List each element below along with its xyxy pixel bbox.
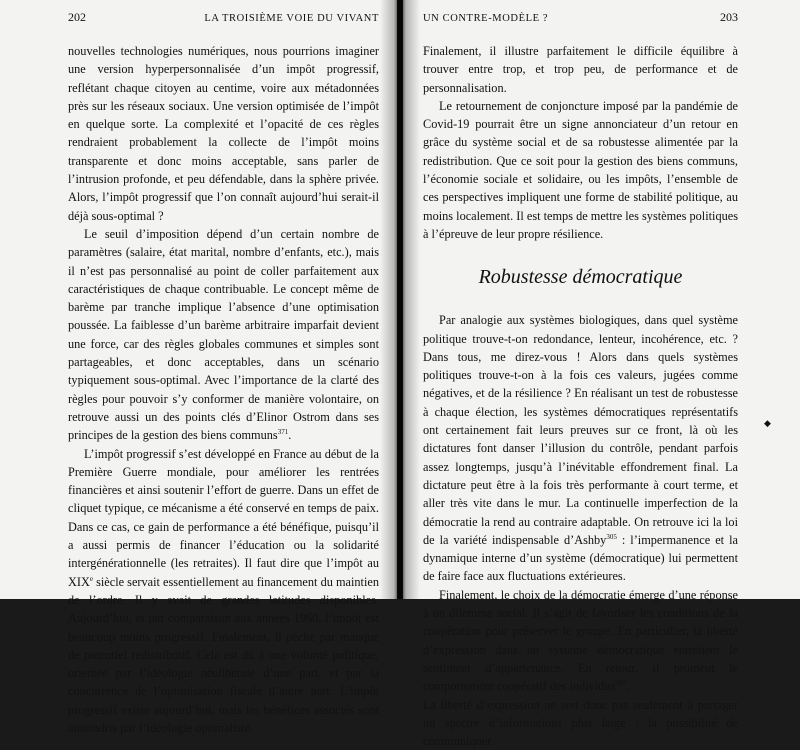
left-running-head (68, 10, 379, 32)
left-page-number: 202 (68, 10, 86, 25)
section-title: Robustesse démocratique (423, 265, 738, 289)
right-paragraph-3-end: : l’impermanence et la dynamique interne d’un système (démocratique) lui permettent de faire face aux fluctuations extérieures. (423, 533, 738, 584)
right-page (403, 0, 800, 599)
right-paragraph-2: Le retournement de conjoncture imposé par la pandémie de Covid-19 pourrait être un signe annonciateur d’un retour en grâce du système social et de sa robustesse alimentée par la redistribution. Que ce soit pour la gestion des biens communs, l’économie sociale et solidaire, ou les impôts, l’ensemble de ces perspectives impliquent une forme de stabilité politique, au moins localement. Il est temps de mettre les systèmes politiques à l’épreuve de leur propre résilience. (423, 97, 738, 243)
right-running-title: UN CONTRE-MODÈLE ? (423, 13, 548, 24)
left-paragraph-3-tail: siècle servait essentiellement au financement du maintien de l’ordre. (68, 575, 379, 607)
left-paragraph-2: Le seuil d’imposition dépend d’un certain nombre de paramètres (salaire, état marital, nombre d’enfants, etc.), mais il n’est pas personnalisé au point de coller parfaitement aux caractéristiques de chaque contribuable. Le concept même de barème par tranche implique l’absence d’une optimisation poussée. La faiblesse d’un barème arbitraire imparfait devient une force, car des règles globales communes et simples sont partageables, et donc acceptables, dans un scénario typiquement sous-optimal. Avec l’importance de la clarté des règles pour pouvoir s’y conformer de manière volontaire, on retrouve aussi un des points clés d’Elinor Ostrom dans ses principes de la gestion des biens communs$^{371}$. (68, 225, 379, 445)
left-paragraph-3 (68, 445, 379, 738)
left-paragraph-3-end: Il y avait de grandes latitudes disponibles. Aujourd’hui, et par comparaison aux années 1960, l’impôt est beaucoup moins progressif. Finalement, il pèche par manque de potentiel redistributif. Cela est dû à une volonté politique, orientée par l’idéologie néolibérale d’une part, et par la concurrence de l’optimisation fiscale d’autre part. L’impôt progressif existe aujourd’hui, mais les bénéfices associés sont amoindris par l’idéologie optimaliste. (68, 593, 379, 735)
left-paragraph-1: nouvelles technologies numériques, nous pourrions imaginer une version hyperpersonnalisée d’un impôt progressif, reflétant chaque citoyen au centime, voire aux métadonnées près sur les réseaux sociaux. Une version optimisée de l’impôt en quelque sorte. La complexité et l’opacité de ces règles rendraient probablement la collecte de l’impôt moins transparente et donc moins acceptable, sans parler de l’intrusion profonde, et peu défendable, dans la sphère privée. Alors, l’impôt progressif que l’on connaît aujourd’hui serait-il déjà sous-optimal ? (68, 42, 379, 225)
margin-mark-icon: ◆ (764, 418, 771, 429)
right-paragraph-5: La liberté d’expression ne sert donc pas seulement à partager un spectre d’informations plus large ; la possibilité de communiquer (423, 696, 738, 750)
left-page (0, 0, 397, 599)
century-suffix: e (90, 575, 93, 583)
right-paragraph-4-end: . (626, 679, 629, 693)
right-paragraph-1: Finalement, il illustre parfaitement le difficile équilibre à trouver entre trop, et trop peu, de performance et de personnalisation. (423, 42, 738, 97)
right-paragraph-4-text: Finalement, le choix de la démocratie émerge d’une réponse à un dilemme social. Il s’agit de favoriser les conditions de la coopération pour préserver le groupe. En particulier, la liberté d’expression dans un système démocratique entretient le sentiment d’appartenance. En retour, il promeut le comportement coopératif des individus (423, 588, 738, 693)
left-paragraph-2-text: Le seuil d’imposition dépend d’un certain nombre de paramètres (salaire, état marital, nombre d’enfants, etc.), mais il n’est pas personnalisé au point de coller parfaitement aux caractéristiques de chaque contribuable. Le concept même de barème par tranche implique l’absence d’une optimisation poussée. La faiblesse d’un barème arbitraire imparfait devient une force, car des règles globales communes et simples sont partageables, et donc acceptables, dans un scénario typiquement sous-optimal. Avec l’importance de la clarté des règles pour pouvoir s’y conformer de manière volontaire, on retrouve aussi un des points clés d’Elinor Ostrom dans ses principes de la gestion des biens communs (68, 227, 379, 442)
left-running-title: LA TROISIÈME VOIE DU VIVANT (204, 13, 379, 24)
century-numeral: XIX (68, 575, 90, 589)
left-paragraph-3-text: L’impôt progressif s’est développé en France au début de la Première Guerre mondiale, pour améliorer les rentrées financières et ainsi soutenir l’effort de guerre. Dans un effet de cliquet typique, ce mécanisme a été conservé en temps de paix. Dans ce cas, ce gain de performance a été bénéfique, puisqu’il a aussi permis de financer l’éducation ou la solidarité intergénérationnelle (les retraites). Il faut dire que l’impôt au (68, 447, 379, 571)
footnote-ref-305: 305 (606, 533, 617, 541)
right-running-head (423, 10, 738, 32)
right-paragraph-3 (423, 311, 738, 585)
right-paragraph-4 (423, 586, 738, 696)
footnote-ref-389: 389 (615, 679, 626, 687)
footnote-ref-371: 371 (278, 428, 289, 436)
right-page-number: 203 (720, 10, 738, 25)
right-paragraph-3-text: Par analogie aux systèmes biologiques, dans quel système politique trouve-t-on redondance, lenteur, incohérence, etc. ? Dans tous, me direz-vous ! Alors dans quels systèmes politiques trouve-t-on à la fois ces valeurs, jugées comme négatives, et de la résilience ? En réalisant un test de robustesse à chaque élection, les systèmes démocratiques représentatifs ont certainement fait leurs preuves sur ce front, là où les dictatures font danser l’illusion du contrôle, pendant parfois assez longtemps, jusqu’à l’inévitable effondrement final. La dictature peut être à la fois très performante à court terme, et aller très vite dans le mur. La continuelle imperfection de la démocratie la rend au contraire adaptable. On retrouve ici la loi de la variété indispensable d’Ashby (423, 313, 738, 547)
